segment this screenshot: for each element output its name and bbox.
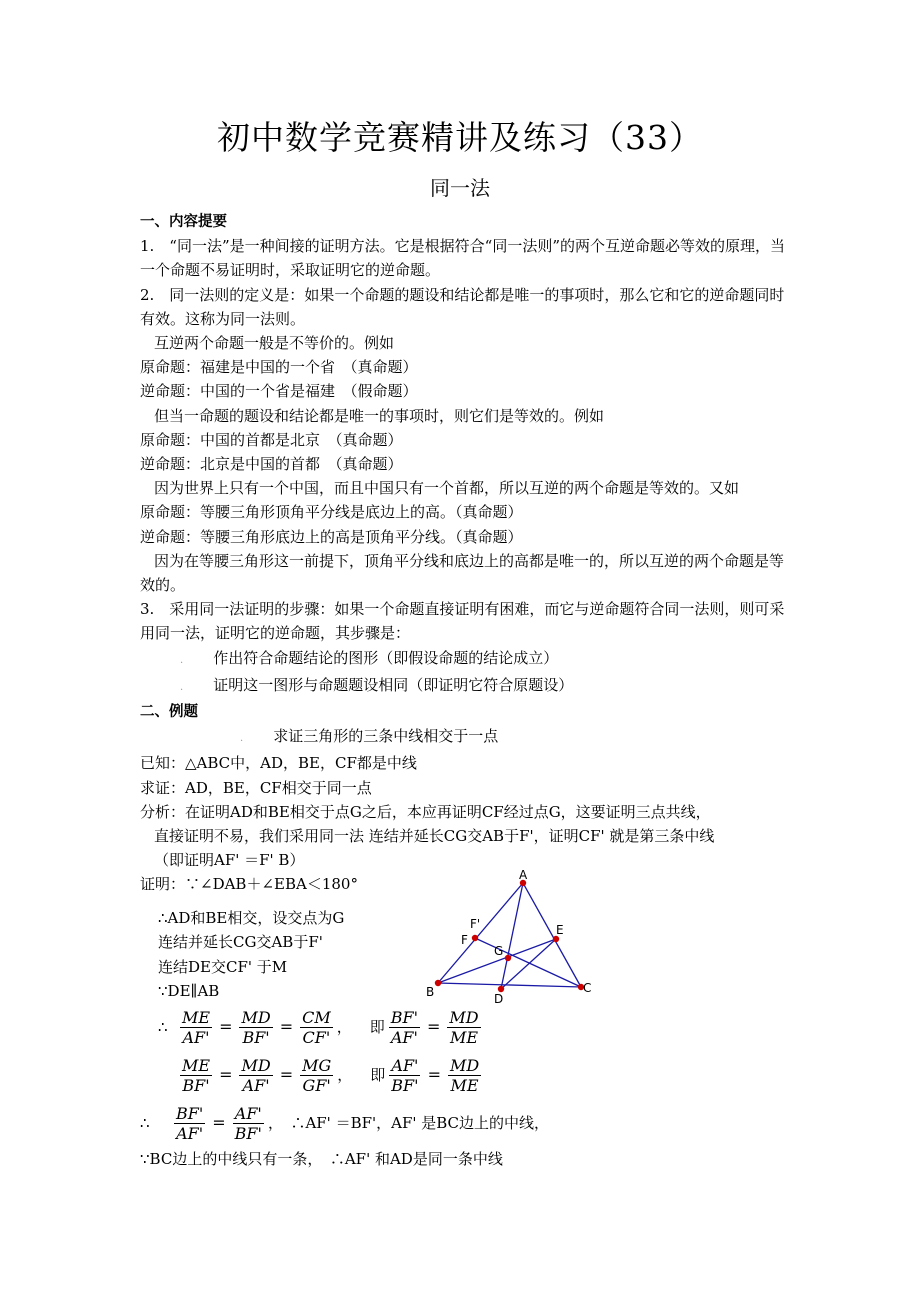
ratio-row-3: ∴ $\frac{BF'}{AF'}$ = $\frac{AF'}{BF'}$ ， ∴AF' ＝BF'，AF' 是BC边上的中线， [140, 1103, 550, 1143]
therefore-symbol: ∴ [140, 1113, 150, 1132]
analysis-line-1: 分析：在证明AD和BE相交于点G之后，本应再证明CF经过点G，这要证明三点共线， [140, 802, 711, 821]
point-b [435, 980, 441, 986]
proof-line-2: ∴AD和BE相交，设交点为G [158, 909, 345, 928]
step-item-2 [140, 673, 785, 700]
ratio-row-2: $\frac{ME}{BF'}$ = $\frac{MD}{AF'}$ = $\frac{MG}{GF'}$ ， 即 $\frac{AF'}{BF'}$ = $\frac{MD}{ME}$ [182, 1055, 480, 1095]
example-statement-4: 逆命题：北京是中国的首都 （真命题） [140, 455, 403, 474]
proof-line-1: 证明：∵∠DAB＋∠EBA＜180° [140, 875, 358, 893]
example-statement-6: 逆命题：等腰三角形底边上的高是顶角平分线。（真命题） [140, 527, 523, 546]
step-text-2: 证明这一图形与命题题设相同（即证明它符合原题设） [213, 675, 574, 694]
fraction: $\frac{MD}{AF'}$ [241, 1055, 271, 1095]
label-f-prime: F' [470, 917, 481, 931]
fraction: $\frac{MG}{GF'}$ [302, 1055, 332, 1095]
triangle-figure [418, 868, 608, 1008]
proof-line-5: ∵DE∥AB [158, 981, 220, 1000]
label-d: D [494, 992, 504, 1006]
median-ad [501, 883, 523, 989]
paragraph-2: 2. 同一法则的定义是：如果一个命题的题设和结论都是唯一的事项时，那么它和它的逆命题同时有效。这称为同一法则。 [140, 285, 785, 328]
analysis-line-3: （即证明AF' ＝F' B） [154, 851, 305, 870]
prove-line: 求证：AD，BE，CF相交于同一点 [140, 778, 372, 797]
given-line: 已知：△ABC中，AD，BE，CF都是中线 [140, 754, 417, 773]
proof-line-3: 连结并延长CG交AB于F' [158, 933, 323, 952]
ratio-row-1: ∴ $\frac{ME}{AF'}$ = $\frac{MD}{BF'}$ = $\frac{CM}{CF'}$ ， 即 $\frac{BF'}{AF'}$ = $\frac{MD}{ME}$ [140, 1003, 800, 1051]
bullet-dot: . [240, 733, 244, 745]
fraction: $\frac{MD}{ME}$ [449, 1007, 479, 1047]
label-g: G [494, 944, 504, 958]
bullet-dot: . [180, 654, 184, 666]
example-statement-2: 逆命题：中国的一个省是福建 （假命题） [140, 382, 418, 401]
fraction: $\frac{AF'}{BF'}$ [391, 1055, 419, 1095]
fraction: $\frac{BF'}{AF'}$ [176, 1103, 204, 1143]
label-c: C [583, 981, 592, 995]
example-statement-5: 原命题：等腰三角形顶角平分线是底边上的高。（真命题） [140, 503, 523, 522]
example-statement-3: 原命题：中国的首都是北京 （真命题） [140, 430, 403, 449]
paragraph-7: 3. 采用同一法证明的步骤：如果一个命题直接证明有困难，而它与逆命题符合同一法则，则可采用同一法，证明它的逆命题，其步骤是： [140, 600, 785, 643]
fraction: $\frac{MD}{ME}$ [449, 1055, 480, 1095]
step-text-1: 作出符合命题结论的图形（即假设命题的结论成立） [213, 648, 559, 667]
proof-line-4: 连结DE交CF' 于M [158, 957, 288, 976]
fraction: $\frac{ME}{AF'}$ [182, 1007, 211, 1047]
paragraph-1: 1. “同一法”是一种间接的证明方法。它是根据符合“同一法则”的两个互逆命题必等效的原理，当一个命题不易证明时，采取证明它的逆命题。 [140, 237, 785, 280]
label-a: A [519, 868, 528, 882]
therefore-symbol: ∴ [158, 1017, 168, 1036]
section-heading-examples: 二、例题 [140, 704, 198, 721]
conclusion-text: ， ∴AF' ＝BF'，AF' 是BC边上的中线， [267, 1113, 550, 1132]
fraction: $\frac{BF'}{AF'}$ [390, 1007, 419, 1047]
line-cf [475, 938, 581, 987]
fraction: $\frac{ME}{BF'}$ [182, 1055, 211, 1095]
paragraph-5: 因为世界上只有一个中国，而且中国只有一个首都，所以互逆的两个命题是等效的。又如 [154, 479, 740, 498]
fraction: $\frac{AF'}{BF'}$ [234, 1103, 262, 1143]
fraction: $\frac{MD}{BF'}$ [241, 1007, 271, 1047]
analysis-line-2: 直接证明不易，我们采用同一法 连结并延长CG交AB于F'，证明CF' 就是第三条中线 [154, 827, 715, 846]
proof-last-line: ∵BC边上的中线只有一条， ∴AF' 和AD是同一条中线 [140, 1150, 503, 1169]
bullet-dot: . [180, 681, 184, 693]
step-item-1 [140, 646, 785, 673]
page-subtitle: 同一法 [430, 176, 490, 200]
example-statement-1: 原命题：福建是中国的一个省 （真命题） [140, 358, 418, 377]
label-e: E [556, 923, 564, 937]
label-f: F [461, 933, 468, 947]
content-body [140, 210, 785, 872]
fraction: $\frac{CM}{CF'}$ [302, 1007, 331, 1047]
paragraph-4: 但当一命题的题设和结论都是唯一的事项时，则它们是等效的。例如 [154, 406, 605, 425]
paragraph-3: 互逆两个命题一般是不等价的。例如 [154, 334, 395, 353]
paragraph-6: 因为在等腰三角形这一前提下，顶角平分线和底边上的高都是唯一的，所以互逆的两个命题是等效的。 [140, 551, 785, 595]
point-g [505, 955, 511, 961]
section-heading-summary: 一、内容提要 [140, 214, 227, 230]
page-title: 初中数学竞赛精讲及练习（33） [217, 118, 703, 157]
point-f [472, 935, 478, 941]
example-title-text: 求证三角形的三条中线相交于一点 [273, 727, 499, 746]
example-title [140, 724, 785, 751]
label-b: B [426, 985, 435, 999]
